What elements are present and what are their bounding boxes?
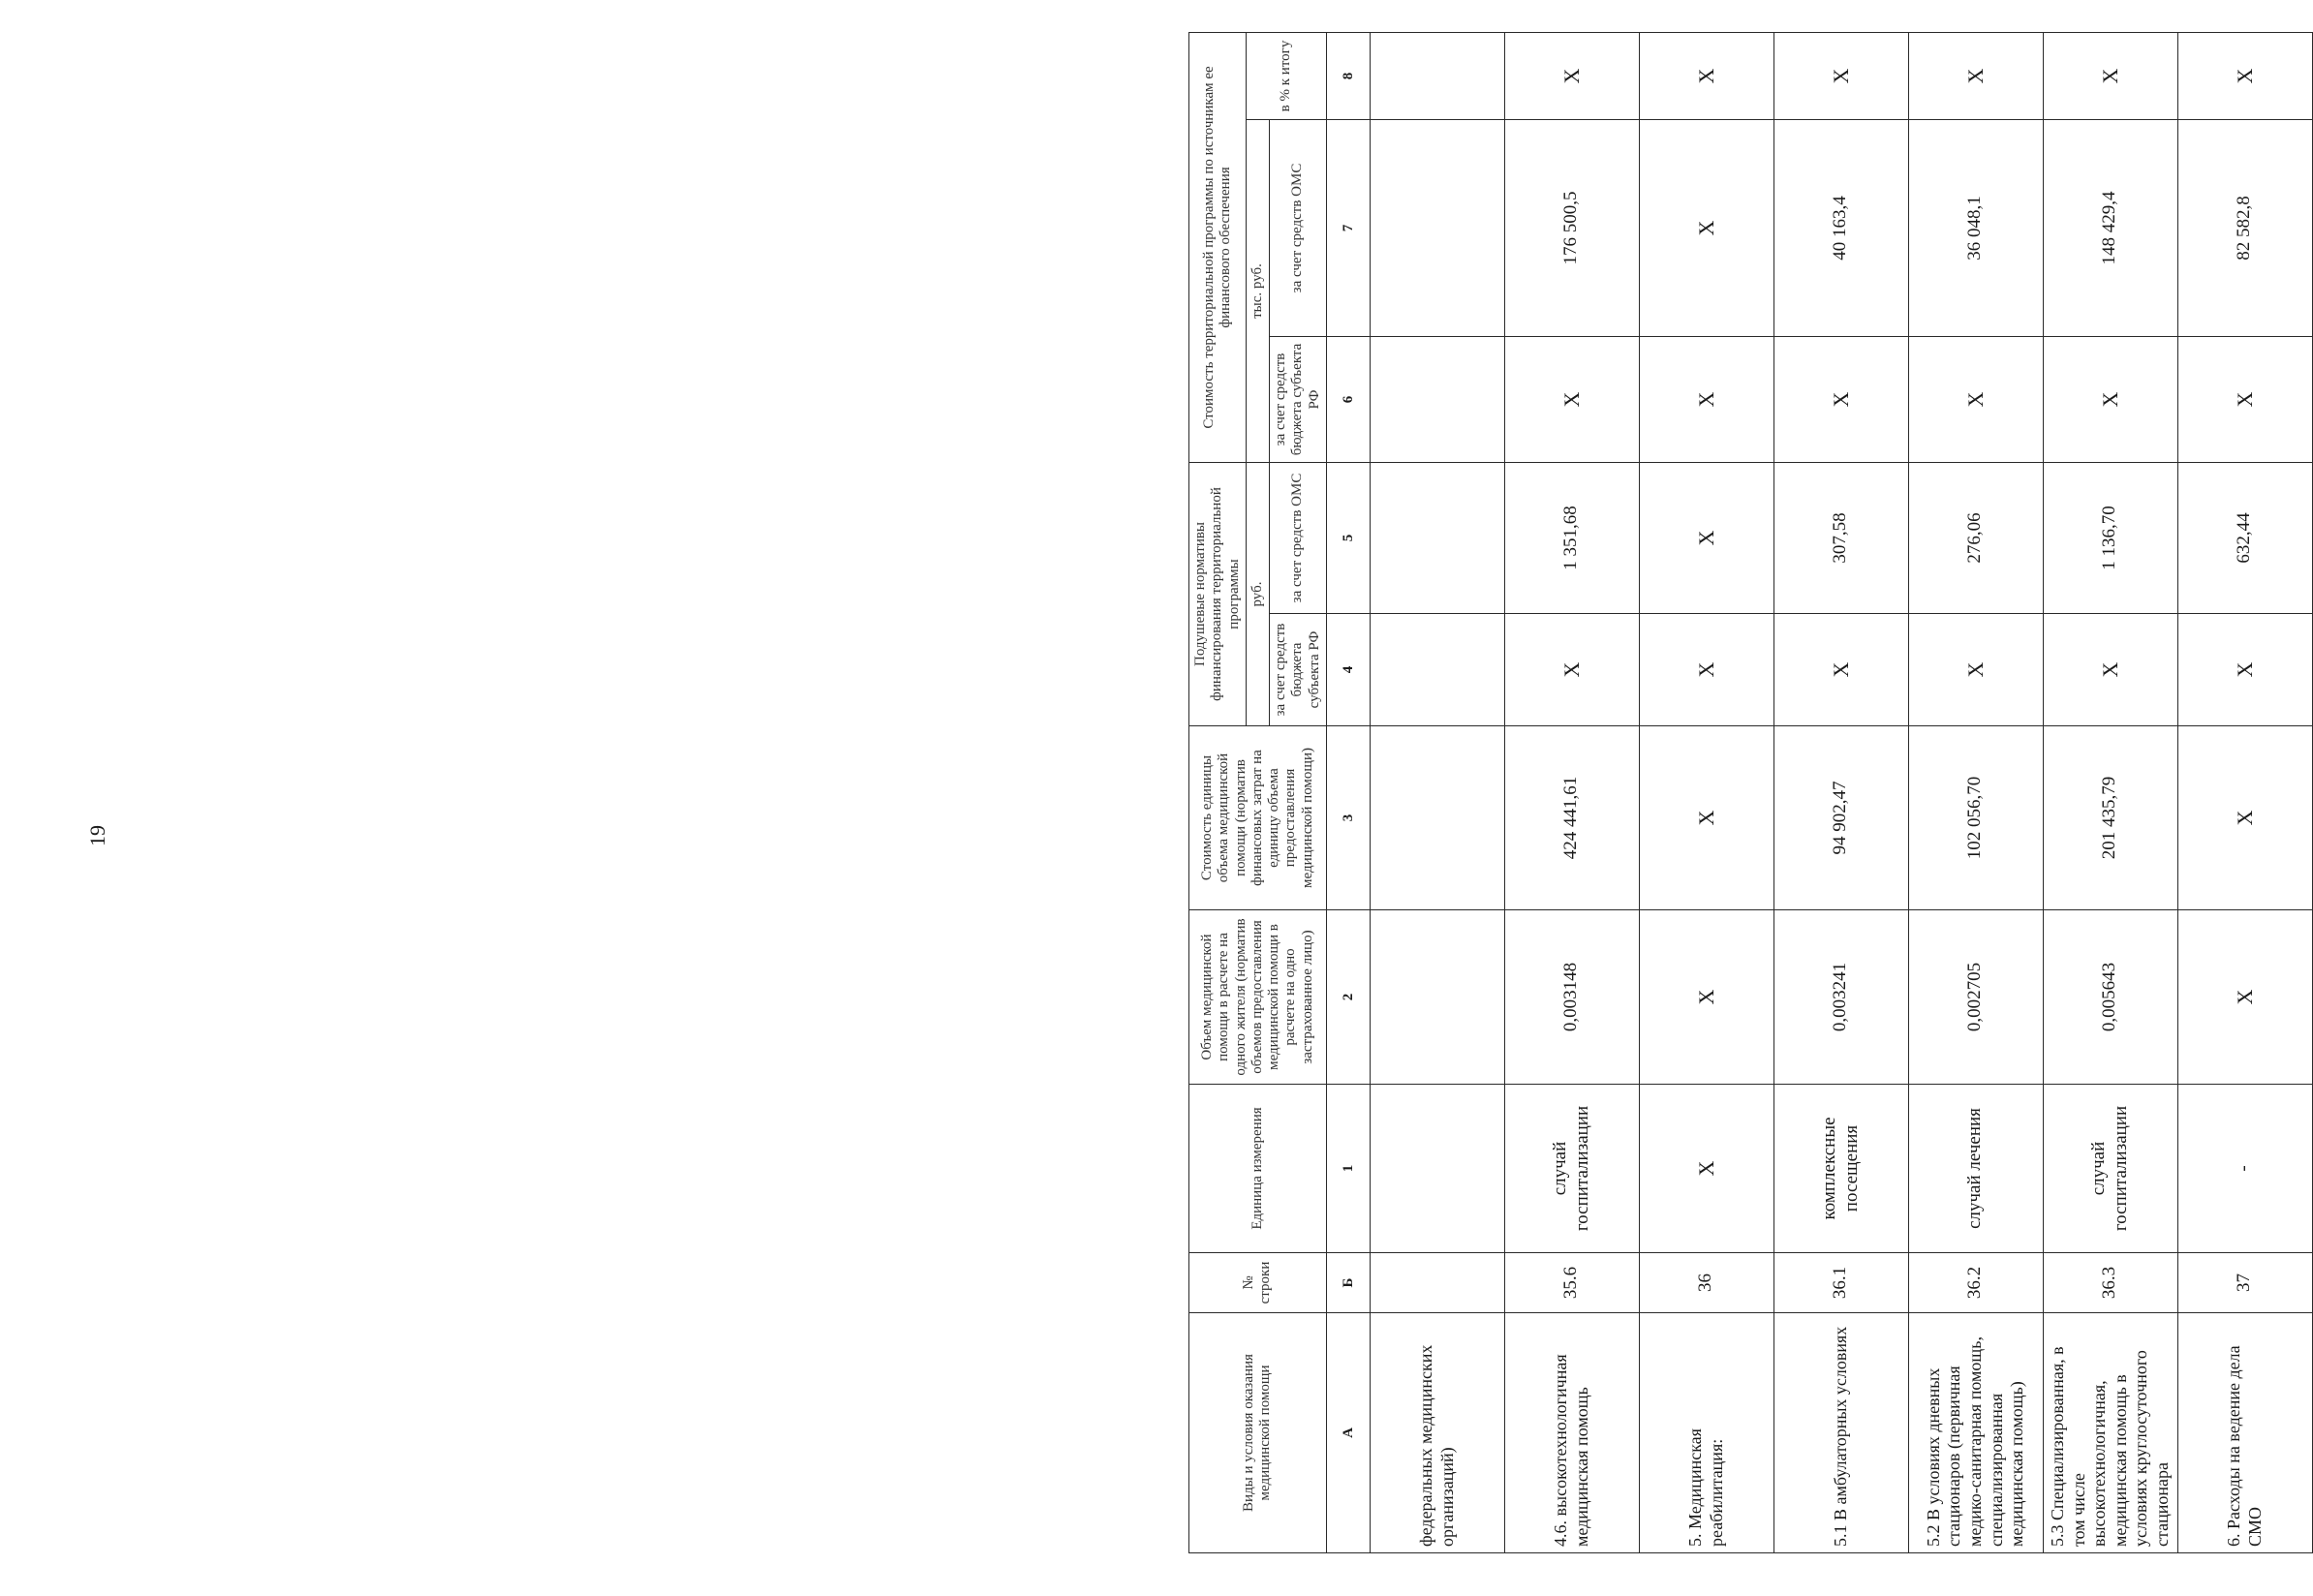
cell-pct: X (2177, 32, 2312, 119)
cell-pct: X (2043, 32, 2177, 119)
cell-t-budget: X (1639, 336, 1773, 462)
col-number: А (1326, 1313, 1370, 1553)
col-number: 2 (1326, 910, 1370, 1085)
col-number: 7 (1326, 119, 1370, 336)
header-kinds: Виды и условия оказания медицинской помощи (1189, 1313, 1327, 1553)
cell-name: 4.6. высокотехнологичная медицинская помощь (1504, 1313, 1639, 1553)
cell-name: 5.1 В амбулаторных условиях (1773, 1313, 1908, 1553)
cell-t-oms (1370, 119, 1504, 336)
cell-pc-budget: X (1639, 614, 1773, 726)
cell-t-oms: 40 163,4 (1773, 119, 1908, 336)
cell-cost (1370, 726, 1504, 910)
table-row (1370, 32, 1504, 1552)
cell-unit: случай госпитализации (2043, 1085, 2177, 1253)
header-rub: руб. (1246, 462, 1269, 725)
cell-unit: случай лечения (1908, 1085, 2043, 1253)
cell-volume: X (1639, 910, 1773, 1085)
cell-t-budget: X (1908, 336, 2043, 462)
header-thous-rub: тыс. руб. (1246, 119, 1269, 462)
cell-t-budget: X (1773, 336, 1908, 462)
cell-unit: - (2177, 1085, 2312, 1253)
cell-line: 36.3 (2043, 1253, 2177, 1313)
cell-line: 36.2 (1908, 1253, 2043, 1313)
header-pc-oms: за счет средств ОМС (1270, 462, 1327, 613)
col-number: 1 (1326, 1085, 1370, 1253)
cell-pc-oms: 276,06 (1908, 462, 2043, 613)
cell-pc-oms: X (1639, 462, 1773, 613)
cell-cost: 94 902,47 (1773, 726, 1908, 910)
cell-cost: 102 056,70 (1908, 726, 2043, 910)
cell-t-budget (1370, 336, 1504, 462)
financing-table (1188, 32, 2313, 1553)
table-row (1773, 32, 1908, 1552)
header-percent: в % к итогу (1246, 32, 1326, 119)
cell-pc-oms: 1 351,68 (1504, 462, 1639, 613)
cell-pct: X (1639, 32, 1773, 119)
col-number: 8 (1326, 32, 1370, 119)
cell-line: 36.1 (1773, 1253, 1908, 1313)
cell-pct: X (1504, 32, 1639, 119)
cell-t-oms: 176 500,5 (1504, 119, 1639, 336)
cell-pc-oms: 307,58 (1773, 462, 1908, 613)
page-number: 19 (85, 825, 109, 846)
col-number: 5 (1326, 462, 1370, 613)
cell-unit (1370, 1085, 1504, 1253)
cell-t-budget: X (2043, 336, 2177, 462)
cell-volume: 0,002705 (1908, 910, 2043, 1085)
cell-name: 6. Расходы на ведение дела СМО (2177, 1313, 2312, 1553)
cell-line: 35.6 (1504, 1253, 1639, 1313)
cell-volume: 0,003148 (1504, 910, 1639, 1085)
header-line-no: № строки (1189, 1253, 1327, 1313)
header-cost-budget: за счет средств бюджета субъекта РФ (1270, 336, 1327, 462)
cell-pc-budget: X (2043, 614, 2177, 726)
table-row (2177, 32, 2312, 1552)
table-row (1908, 32, 2043, 1552)
cell-unit: X (1639, 1085, 1773, 1253)
cell-unit: комплексные посещения (1773, 1085, 1908, 1253)
cell-volume: 0,003241 (1773, 910, 1908, 1085)
cell-cost: 424 441,61 (1504, 726, 1639, 910)
header-unit: Единица измерения (1189, 1085, 1327, 1253)
rotated-table-wrapper (1188, 33, 2293, 1553)
cell-pct (1370, 32, 1504, 119)
table-row (2043, 32, 2177, 1552)
cell-pc-budget: X (1908, 614, 2043, 726)
col-number: 4 (1326, 614, 1370, 726)
cell-name: федеральных медицинских организаций) (1370, 1313, 1504, 1553)
cell-volume: 0,005643 (2043, 910, 2177, 1085)
cell-t-oms: X (1639, 119, 1773, 336)
cell-name: 5.2 В условиях дневных стационаров (первичная медико-санитарная помощь, специализированная медицинская помощь) (1908, 1313, 2043, 1553)
cell-pct: X (1773, 32, 1908, 119)
cell-pc-oms: 632,44 (2177, 462, 2312, 613)
header-per-capita-group: Подушевые нормативы финансирования территориальной программы (1189, 462, 1247, 725)
cell-cost: X (1639, 726, 1773, 910)
col-number: 3 (1326, 726, 1370, 910)
col-number: Б (1326, 1253, 1370, 1313)
cell-line: 36 (1639, 1253, 1773, 1313)
cell-pc-oms: 1 136,70 (2043, 462, 2177, 613)
cell-pc-oms (1370, 462, 1504, 613)
cell-line (1370, 1253, 1504, 1313)
cell-t-budget: X (1504, 336, 1639, 462)
header-unit-cost: Стоимость единицы объема медицинской помощи (норматив финансовых затрат на единицу объема предоставления медицинской помощи) (1189, 726, 1327, 910)
cell-pc-budget: X (2177, 614, 2312, 726)
cell-pc-budget (1370, 614, 1504, 726)
header-volume: Объем медицинской помощи в расчете на одного жителя (норматив объемов предоставления медицинской помощи в расчете на одно застрахованное лицо) (1189, 910, 1327, 1085)
cell-volume (1370, 910, 1504, 1085)
cell-unit: случай госпитализации (1504, 1085, 1639, 1253)
cell-line: 37 (2177, 1253, 2312, 1313)
cell-pc-budget: X (1504, 614, 1639, 726)
table-row (1639, 32, 1773, 1552)
cell-volume: X (2177, 910, 2312, 1085)
cell-t-budget: X (2177, 336, 2312, 462)
cell-t-oms: 148 429,4 (2043, 119, 2177, 336)
cell-cost: X (2177, 726, 2312, 910)
col-number: 6 (1326, 336, 1370, 462)
cell-pct: X (1908, 32, 2043, 119)
header-program-cost-group: Стоимость территориальной программы по источникам ее финансового обеспечения (1189, 32, 1247, 462)
cell-t-oms: 36 048,1 (1908, 119, 2043, 336)
header-pc-budget: за счет средств бюджета субъекта РФ (1270, 614, 1327, 726)
header-cost-oms: за счет средств ОМС (1270, 119, 1327, 336)
cell-pc-budget: X (1773, 614, 1908, 726)
table-row (1504, 32, 1639, 1552)
cell-name: 5.3 Специализированная, в том числе высокотехнологичная, медицинская помощь в условиях круглосуточного стационара (2043, 1313, 2177, 1553)
cell-t-oms: 82 582,8 (2177, 119, 2312, 336)
cell-cost: 201 435,79 (2043, 726, 2177, 910)
cell-name: 5. Медицинская реабилитация: (1639, 1313, 1773, 1553)
